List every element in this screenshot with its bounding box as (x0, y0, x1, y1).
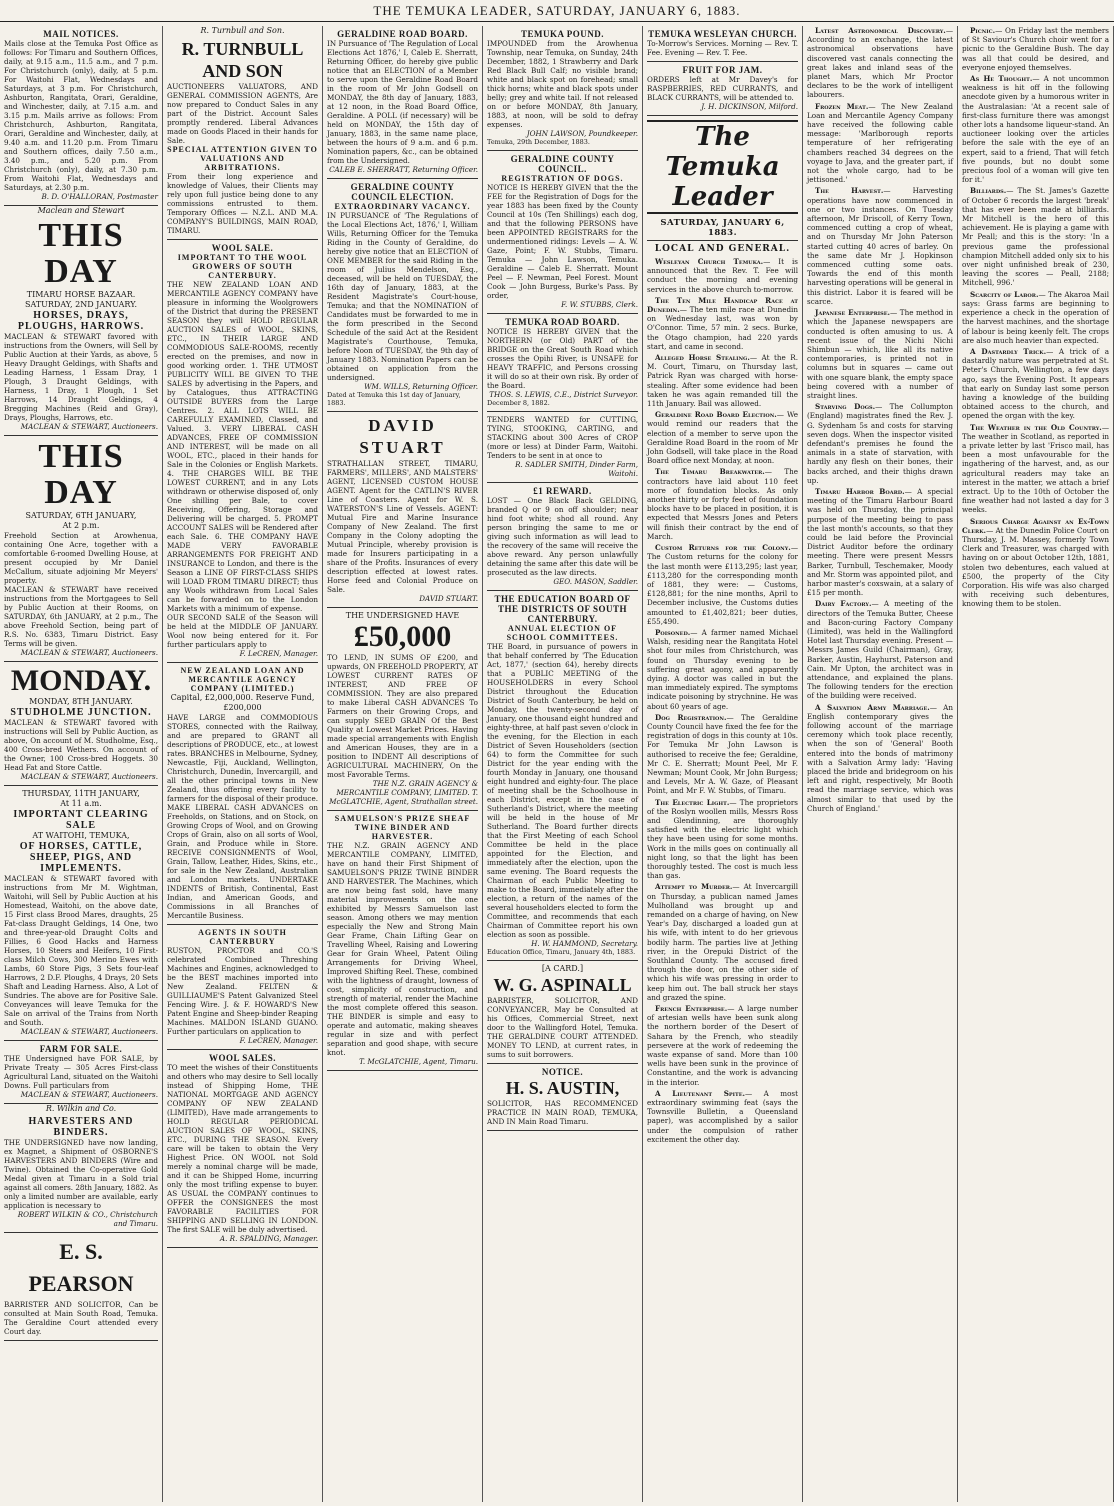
ad-title: FARM FOR SALE. (39, 1044, 123, 1054)
ad-body: MACLEAN & STEWART favored with instructions from the Owners, will Sell by Public Auction at their Yards, as above, 5 Heavy Draught Geldings, with Shafts and Leading Harness, 1 Essam Dray, 1 Plough, 3 Draught Geldings, with Harness, 1 Dray, 1 Plough, 1 Set Harrows, 14 Draught Geldings, 4 Bregging Machines (Reid and Gray), Drays, Ploughs, Harrows, etc. (4, 332, 158, 422)
ad-title: THE EDUCATION BOARD OF THE DISTRICTS OF SOUTH CANTERBURY. (494, 594, 631, 624)
ad-line: At 2 p.m. (62, 521, 100, 530)
clearing-sale-ad (4, 786, 158, 1041)
ad-line: THURSDAY, 11TH JANUARY, (22, 789, 140, 798)
news-text: — The proprietors of the Roslyn woollen mills, Messrs Ross and Glendinning, are thoroughly satisfied with the electric light which they have been using for some months. Work in the mills goes on continually all night long, so that the light has been thoroughly tested. The cost is much less than gas. (647, 797, 798, 881)
ad-line: SATURDAY, 2ND JANUARY. (25, 300, 137, 309)
news-lead: Custom Returns for the Colony. (655, 543, 791, 553)
ad-title: FRUIT FOR JAM. (682, 65, 763, 75)
ad-line: SATURDAY, 6TH JANUARY, (25, 511, 137, 520)
ad-date: Temuka, 29th December, 1883. (487, 138, 590, 146)
ad-signature: J. H. DICKINSON, Milford. (701, 102, 798, 111)
ad-body: IN PURSUANCE of 'The Regulations of the Local Elections Act, 1876,' I, William Wills, Returning Officer for the Temuka Riding in the County of Geraldine, do hereby give notice that an ELECTION of ONE MEMBER for the said Riding in the room of Julius Mendelson, Esq., deceased, will be held on TUESDAY, the 16th day of January, 1883, at the Resident Magistrate's Court-house, Temuka; and that the NOMINATION of Candidates must be forwarded to me in the form prescribed in the Second Schedule of the said Act at the Resident Magistrate's Courthouse, Temuka, before Noon of TUESDAY, the 9th day of January 1883. Nomination Papers can be obtained on application from the undersigned. (327, 211, 478, 382)
news-item (807, 186, 953, 306)
ad-body: TO meet the wishes of their Constituents and others who may desire to Sell locally instead of Shipping Home, THE NATIONAL MORTGAGE AND AGENCY COMPANY OF NEW ZEALAND (LIMITED), Have made arrangements to HOLD REGULAR PERIODICAL AUCTION SALES OF WOOL, SKINS, ETC., DURING THE SEASON. Every care will be taken to obtain the Very Highest Price. ON WOOL not Sold merely a nominal charge will be made, and it can be Shipped Home, incurring only the most trifling expense to buyer. AS USUAL the COMPANY continues to OFFER the CONSIGNEES the most FAVORABLE FACILITIES FOR SHIPPING AND SELLING IN LONDON. The first SALE will be duly advertised. (167, 1063, 318, 1234)
stuart-heading: DAVID STUART (359, 416, 446, 457)
binder-ad (327, 811, 478, 1071)
ad-body: Freehold Section at Arowhenua, containing One Acre, together with a comfortable 6-roomed Dwelling House, at present occupied by Mr Daniel McCallum, situate adjoining Mr Meyers' property. (4, 531, 158, 585)
ad-caption: ANNUAL ELECTION OF SCHOOL COMMITTEES. (506, 624, 619, 642)
news-text: — The St. James's Gazette of October 6 records the largest 'break' that has ever been made at billiards. Mr Mitchell is the hero of this achievement. He is playing a game with Mr Peall; and this is the story: 'In a previous game the professional champion Mitchell added only six to his over night unfinished break of 230, leaving the scores — Peall, 2188; Mitchell, 996.' (962, 186, 1109, 288)
ad-body: RUSTON, PROCTOR and CO.'S celebrated Combined Threshing Machines and Engines, acknowledged to be the BEST machines imported into New Zealand. FELTEN & GUILLIAUME'S Patent Galvanized Steel Fencing Wire. J. & F. HOWARD'S New Patent Engine and Sheep-binder Reaping Machines. MALDON ISLAND GUANO. Further particulars on application to (167, 946, 318, 1036)
ad-date: Dated at Temuka this 1st day of January, 1883. (327, 391, 461, 407)
ad-title: TEMUKA POUND. (521, 29, 604, 39)
news-text: — The New Zealand Loan and Mercantile Agency Company have received the following cable message: 'Marlborough reports temperature of her refrigerating chambers reached 34 degrees on the voyage to Java, and the greater part, if not the whole cargo, had to be jettisoned.' (807, 101, 953, 185)
ad-body: MACLEAN & STEWART have received instructions from the Mortgagees to Sell by Public Auction at their Rooms, on SATURDAY, 6th JANUARY, at 2 p.m., The above Freehold Section, being part of R.S. No. 6383, Timaru District. Easy Terms will be given. (4, 585, 158, 648)
ad-signature: F. W. STUBBS, Clerk. (561, 300, 638, 309)
news-lead: French Enterprise. (655, 1004, 728, 1014)
ad-body: IN Pursuance of 'The Regulation of Local Elections Act 1876,' I, Caleb E. Sherratt, Returning Officer, do hereby give public notice that an ELECTION of a Member to serve upon the Geraldine Road Board in the room of Mr John Godsell on MONDAY, the 8th day of January, 1883, at 12 noon, in the Road Board Office, Geraldine. A POLL (if necessary) will be held on MONDAY, the 15th day of January, 1883, in the same name place, between the hours of 9 a.m. and 6 p.m. Nomination papers, &c., can be obtained from the Undersigned. (327, 39, 478, 165)
ad-signature: THOS. S. LEWIS, C.E., District Surveyor. (489, 390, 638, 399)
news-lead: The Timaru Breakwater. (655, 467, 765, 477)
harvesters-ad (4, 1113, 158, 1233)
austin-ad (487, 1064, 638, 1131)
news-lead: Billiards. (970, 186, 1007, 196)
ad-body: From their long experience and knowledge of Values, their Clients may rely upon full justice being done to any commissions entrusted to them. Temporary Offices — N.Z.L. AND M.A. COMPANY'S BUILDINGS, MAIN ROAD, TIMARU. (167, 172, 318, 235)
news-item (962, 26, 1109, 72)
ad-signature: WM. WILLS, Returning Officer. (364, 382, 478, 391)
ad-date: December 8, 1882. (487, 399, 550, 407)
ad-title: GERALDINE COUNTY COUNCIL. (510, 154, 615, 174)
news-item (807, 102, 953, 185)
mail-notices-body: Mails close at the Temuka Post Office as follows: For Timaru and Southern Offices, daily, at 9.15 a.m., 11.5 a.m., and 7 p.m. For Christchurch (only), daily, at 5 p.m. For Waitohi Flat, Wednesdays and Saturdays, at 3 p.m. For Christchurch, Ashburton, Rangitata, Orari, Geraldine, and Winchester, daily, at 7.15 a.m. and 3.15 p.m. Mails arrive as follows: From Christchurch, Ashburton, Rangitata, Orari, Geraldine and Winchester, daily, at 9.40 a.m. and 11.20 p.m. From Timaru and Southern offices, daily 7.50 a.m., 3.40 p.m., and 5.20 p.m. From Christchurch (only), daily, at 7.30 p.m. From Waitohi Flat, Wednesdays and Saturdays, at 2.30 p.m. (4, 39, 158, 192)
news-text: — At Invercargill on Thursday, a publican named James Mulholland was brought up and remanded on a charge of having, on New Year's Day, discharged a loaded gun at his wife, with intent to do her grievous bodily harm. The parties live at Jething river, in the Orepuki District of the Southland County. The accused fired through the door, on the other side of which his wife was pressing in order to keep him out. The ball struck her stays and grazed the spine. (647, 882, 798, 1002)
ad-body: THE Undersigned have FOR SALE, by Private Treaty — 305 Acres First-class Agricultural Land, situated on the Waitohi Downs. Full particulars from (4, 1054, 158, 1090)
ad-body: STRATHALLAN STREET, TIMARU, FARMERS', MILLERS', AND MALSTERS' AGENT, LICENSED CUSTOM HOUSE AGENT. Agent for the CATLIN'S RIVER Line of Coasters. Agent for W. S. WATERSTON'S Line of Vessels. AGENT: Mutual Fire and Marine Insurance Company of New Zealand. The first Company in the Colony adopting the Mutual Principle, whereby provision is made for Insurers participating in a share of the Profits. Insurances of every description effected at lowest rates. Horse feed and Colonial Produce on Sale. (327, 459, 478, 594)
news-lead: The Ten Mile Handicap Race at Dunedin. (647, 295, 798, 315)
news-text: — The method in which the Japanese newspapers are conducted is often amusing to us. A recent issue of the Nichi Nichi Shimbun — which, like all its native contemporaries, is printed not in columns but in squares — came out with one square blank, the empty space being covered with a number of straight lines. (807, 308, 953, 400)
reward-ad (487, 483, 638, 591)
ad-signature: A. R. SPALDING, Manager. (219, 1234, 318, 1243)
news-item (647, 467, 798, 541)
ad-caption: OF HORSES, CATTLE, SHEEP, PIGS, AND IMPLEMENTS. (19, 841, 143, 874)
news-item (962, 74, 1109, 184)
monday-ad (4, 662, 158, 786)
column-4 (483, 26, 643, 1502)
section-heading: LOCAL AND GENERAL. (654, 244, 791, 254)
news-lead: Wesleyan Church Temuka. (655, 257, 764, 266)
ad-body: AUCTIONEERS VALUATORS, AND GENERAL COMMISSION AGENTS, Are now prepared to Conduct Sales in any part of the District. Account Sales promptly rendered. Liberal Advances made on Goods Placed in their hands for Sale. (167, 82, 318, 145)
news-lead: Timaru Harbor Board. (815, 486, 905, 496)
ad-line: At 11 a.m. (60, 799, 102, 808)
ad-caption: NEW ZEALAND LOAN AND MERCANTILE AGENCY COMPANY (LIMITED.) (180, 666, 305, 693)
ad-line: [A CARD.] (541, 964, 584, 973)
news-text: — It is announced that the Rev. T. Fee will conduct the morning and evening services in the above church to-morrow. (647, 257, 798, 294)
ad-body: BARRISTER AND SOLICITOR, Can be consulted at Main South Road, Temuka. The Geraldine Court attended every Court day. (4, 1300, 158, 1336)
temuka-pound-ad (487, 26, 638, 151)
this-day-heading: THIS DAY (38, 217, 124, 290)
news-lead: As He Thought. (970, 74, 1033, 84)
agents-ad (167, 925, 318, 1050)
newspaper-logo: The Temuka Leader (647, 120, 798, 214)
news-item (962, 423, 1109, 515)
news-item (647, 798, 798, 881)
ad-body: LOST — One Black Back GELDING, branded Q or 9 on off shoulder; near hind foot white; shod all round. Any person bringing the same to me or giving such information as will lead to the recovery of the same will receive the above reward. Any person unlawfully detaining the same after this date will be prosecuted as the law directs. (487, 496, 638, 577)
news-lead: The Electric Light. (655, 797, 730, 807)
news-text: — We would remind our readers that the election of a member to serve upon the Geraldine Road Board in the room of Mr John Godsell, will take place in the Road Board office next Monday, at noon. (647, 410, 799, 466)
ad-body: BARRISTER, SOLICITOR, AND CONVEYANCER, May be Consulted at his Offices, Commercial Street, next door to the Wallingford Hotel, Temuka. THE GERALDINE COURT ATTENDED. MONEY TO LEND, at current rates, in sums to suit borrowers. (487, 996, 638, 1059)
news-text: — At the R. M. Court, Timaru, on Thursday last, Patrick Ryan was charged with horse-stealing. After some evidence had been taken he was again remanded till the 11th January. Bail was allowed. (647, 353, 798, 409)
news-lead: Attempt to Murder. (655, 882, 733, 892)
news-text: — A meeting of the directors of the Temuka Butter, Cheese and Bacon-curing Factory Company (Limited), was held in the Wallingford Hotel last Thursday evening. Present — Messrs James Guild (Chairman), Gray, Barker, Austin, Hayhurst, Paterson and Cain. Mr Upton, the architect was in attendance, and explained the plans. The following tenders for the erection of the building were received. (807, 599, 954, 701)
news-item (962, 186, 1109, 287)
ad-body: TENDERS WANTED for CUTTING, TYING, STOOKING, CARTING, and STACKING about 300 Acres of CROP (more or less) at Dinder Farm, Waitohi. Tenders to be sent in at once to (487, 415, 638, 460)
column-3 (323, 26, 483, 1502)
tenders-ad (487, 412, 638, 483)
turnbull-title: R. TURNBULL AND SON (181, 39, 304, 81)
ad-caption: SPECIAL ATTENTION GIVEN TO VALUATIONS AND ARBITRATIONS. (167, 145, 318, 172)
news-lead: Picnic. (970, 26, 996, 35)
ad-body: NOTICE IS HEREBY GIVEN that the NORTHERN (or Old) PART of the BRIDGE on the Great South Road which crosses the Opihi River, is UNSAFE for HEAVY TRAFFIC, and Persons crossing it will do so at their own risk. By order of the Board. (487, 327, 638, 390)
ad-signature: MACLEAN & STEWART, Auctioneers. (20, 1090, 158, 1099)
news-text: — The Custom returns for the colony for the last month were £113,295; last year, £113,280 for the corresponding month of 1881, they were: — Customs, £128,881; for the nine months, April to December inclusive, the Customs duties amounted to £1,402,821; beer duties, £55,490. (647, 543, 798, 626)
news-lead: Scarcity of Labor. (970, 289, 1039, 299)
county-council-ad (327, 179, 478, 412)
ad-signature: T. McGLATCHIE, Agent, Timaru. (359, 1057, 478, 1066)
ad-caption: REGISTRATION OF DOGS. (501, 174, 624, 183)
masthead-text: THE TEMUKA LEADER, SATURDAY, JANUARY 6, 1883. (373, 3, 741, 18)
ad-line: Capital, £2,000,000. Reserve Fund, £200,000 (170, 693, 315, 712)
ad-signature: GEO. MASON, Saddler. (553, 577, 638, 586)
ad-title: GERALDINE ROAD BOARD. (337, 29, 468, 39)
ad-body: THE NEW ZEALAND LOAN AND MERCANTILE AGENCY COMPANY have pleasure in informing the Woolgrowers of the District that during the PRESENT SEASON they will HOLD REGULAR AUCTION SALES of WOOL, SKINS, ETC., IN THEIR LARGE AND COMMODIOUS SALE-ROOMS, recently erected on the premises, and now in good working order. 1. THE UTMOST PUBLICITY WILL BE GIVEN TO THE SALES by advertising in the Papers, and by Catalogues, thus ATTRACTING OUTSIDE BUYERS from the Large Centres. 2. ALL LOTS WILL BE CAREFULLY EXAMINED, Classed, and Valued. 3. VERY LIBERAL CASH ADVANCES, FREE OF COMMISSION AND INTEREST, will be made on all WOOL, ETC., placed in their hands for Sale in the Colonies or English Markets. 4. THE CHARGES WILL BE THE LOWEST CURRENT, and in any Lots withdrawn or otherwise disposed of, only One shilling per Bale, to cover Receiving, Offering, Storage and Delivering will be charged. 5. PROMPT ACCOUNT SALES will be Rendered after each Sale. 6. THE COMPANY HAVE MADE VERY FAVORABLE ARRANGEMENTS FOR FREIGHT AND INSURANCE to London, and there is the Season a LINE OF FIRST-CLASS SHIPS will LOAD FROM TIMARU DIRECT; thus any Wools withdrawn from Local Sales can be forwarded on to the London Markets with a minimum of expense. (167, 280, 318, 613)
news-item (647, 410, 798, 465)
dog-registration-ad (487, 151, 638, 314)
mail-notices-title: MAIL NOTICES. (43, 29, 119, 39)
ad-signature: R. SADLER SMITH, Dinder Farm, Waitohi. (515, 460, 638, 478)
news-item (647, 1089, 798, 1144)
ad-body: TO LEND, IN SUMS OF £200, and upwards, ON FREEHOLD PROPERTY, AT LOWEST CURRENT RATES OF INTEREST, AND FREE OF COMMISSION. They are also prepared to make Liberal CASH ADVANCES To Farmers on their Growing Crops, and can supply SEED GRAIN Of the Best Quality at Lowest Market Prices. Having made special arrangements with English and American Houses, they are in a position to INDENT All descriptions of AGRICULTURAL MACHINERY, On the most Favorable Terms. (327, 653, 478, 779)
wool-sales-ad (167, 1050, 318, 1248)
news-lead: Japanese Enterprise. (815, 308, 891, 318)
ad-signature: CALEB E. SHERRATT, Returning Officer. (329, 165, 478, 174)
news-lead: Poisoned. (655, 627, 691, 637)
ad-body: THE N.Z. GRAIN AGENCY AND MERCANTILE COMPANY, LIMITED, have on hand their First Shipment of SAMUELSON'S PRIZE TWINE BINDER AND HARVESTER. The Machines, which are now being fast sold, have many material improvements on the one exhibited by Messrs Samuelson last season. Among others we may mention especially the New and Strong Main Gear Frame, Chain Lifting Gear on Travelling Wheel, Raising and Lowering Gear for Grain Wheel, Patent Oiling Arrangements for Driving Wheel, Improved Shifting Reel. These, combined with the lightness of draught, lowness of cost, simplicity of construction, and strength of material, render the Machine the most complete offered this season. THE BINDER is simple and easy to operate and automatic, making sheaves regular in size and with perfect separation and good shape, with secure knot. (327, 841, 478, 1057)
lend-amount: £50,000 (353, 620, 452, 653)
news-lead: Alleged Horse Stealing. (655, 353, 750, 363)
ad-signature: MACLEAN & STEWART, Auctioneers. (20, 422, 158, 431)
pearson-ad (4, 1233, 158, 1341)
news-item (962, 517, 1109, 609)
this-day-heading: THIS DAY (38, 438, 124, 511)
news-lead: Frozen Meat. (815, 101, 869, 111)
ad-signature: JOHN LAWSON, Poundkeeper. (526, 129, 638, 138)
news-item (807, 26, 953, 100)
news-item (647, 713, 798, 796)
ad-body: IMPOUNDED from the Arowhenua Township, near Temuka, on Sunday, 24th December, 1882, 1 Strawberry and Dark Red Black Bull Calf; no visible brand; white and black spot on forehead; small thick horns; white and black spots under belly; grey and white tail. If not released on or before MONDAY, 8th January, 1883, at noon, will be sold to defray expenses. (487, 39, 638, 129)
column-7 (958, 26, 1114, 1502)
ad-date: Education Office, Timaru, January 4th, 1883. (487, 948, 636, 956)
news-text: — A not uncommon weakness is hit off in the following anecdote given by a humorous writer in the Australasian: 'At a recent sale of first-class furniture there was amongst other lots a handsome liqueur-stand. An auctioneer looking over the articles before the sale with the eye of an expert, said to a friend, That will fetch five pounds, but no doubt some precious fool of a woman will give ten for it.' (962, 74, 1109, 185)
this-day-ad-1 (4, 215, 158, 436)
ad-title: WOOL SALES. (208, 1053, 277, 1063)
ad-signature: F. LeCREN, Manager. (239, 649, 318, 658)
ad-caption: HORSES, DRAYS, PLOUGHS, HARROWS. (17, 310, 145, 332)
ad-signature: THE N.Z. GRAIN AGENCY & MERCANTILE COMPANY, LIMITED. T. McGLATCHIE, Agent, Strathallan street. (329, 779, 478, 806)
news-item (647, 1004, 798, 1087)
news-item (962, 347, 1109, 421)
turnbull-heading: R. Turnbull and Son. (200, 26, 285, 35)
news-lead: The Harvest. (815, 186, 884, 196)
ad-body: MACLEAN & STEWART favored with instructions from Mr M. Wightman, Waitohi, will Sell by Public Auction at his Homestead, Waitohi, on the above date, 15 First class Brood Mares, draughts, 25 Fat-class Draught Geldings, 14 One, two and three-year-old Draught Colts and Fillies, 6 Good Hacks and Harness Horses, 10 Steers and Heifers, 10 First-class Milch Cows, 300 Merino Ewes with Lambs, 60 Store Pigs, 3 Sets four-leaf Harrows, 2 D.F. Ploughs, 4 Drays, 20 Sets Shaft and Leading Harness. Also, A Lot of Sundries. The above are for Positive Sale. Conveyances will leave Temuka for the Sale on arrival of the Trains from North and South. (4, 874, 158, 1027)
news-lead: Dairy Factory. (815, 599, 872, 609)
mail-notices (4, 26, 158, 206)
dateline: SATURDAY, JANUARY 6, 1883. (647, 216, 798, 241)
education-board-ad (487, 591, 638, 961)
column-2 (163, 26, 323, 1502)
news-text: — A special meeting of the Timaru Harbour Board was held on Thursday, the principal purpose of the meeting being to pass the last month's accounts, so that they could be laid before the Provincial District Auditor before the ordinary meeting. There were present Messrs Barker, Turnbull, Teschemaker, Moody and Mr. Storm was appointed pilot, and harbor master's coxswain, at a salary of £15 per month. (807, 486, 953, 598)
this-day-ad-2 (4, 436, 158, 662)
mail-notices-signature: B. D. O'HALLORAN, Postmaster (41, 192, 158, 201)
news-item (647, 882, 798, 1002)
news-text: — The Akaroa Mail says: Grass farms are beginning to experience a check in the operation of the harvest machines, and the shortage of labour is being keenly felt. The crops are also much heavier than expected. (962, 289, 1109, 345)
news-lead: Dog Registration. (655, 712, 727, 722)
news-text: — The weather in Scotland, as reported in a private letter by last 'Frisco mail, has been a most unfavourable for the ingathering of the harvest, and, as our agricultural readers may take an interest in the matter, we attach a brief extract. Up to the 10th of October the fine weather had not lasted a day for 3 weeks. (962, 422, 1109, 515)
news-item (807, 308, 953, 400)
ad-body: SOLICITOR, HAS RECOMMENCED PRACTICE IN MAIN ROAD, TEMUKA, AND IN Main Road Timaru. (487, 1099, 638, 1126)
wilkin-heading: R. Wilkin and Co. (45, 1104, 117, 1113)
ad-signature: MACLEAN & STEWART, Auctioneers. (20, 772, 158, 781)
wool-sale-ad (167, 240, 318, 663)
ad-line: MONDAY, 8TH JANUARY. (29, 697, 133, 706)
ad-line: TIMARU HORSE BAZAAR. (26, 290, 136, 299)
ad-title: GERALDINE COUNTY COUNCIL ELECTION. (350, 182, 455, 202)
ad-caption: IMPORTANT TO THE WOOL GROWERS OF SOUTH CANTERBURY. (177, 253, 308, 280)
news-lead: A Salvation Army Marriage. (815, 702, 930, 712)
ad-title: WOOL SALE. (211, 243, 274, 253)
news-item (647, 257, 798, 294)
aspinall-ad (487, 961, 638, 1064)
news-item (647, 543, 798, 626)
news-lead: Starving Dogs. (815, 402, 876, 412)
ad-title: £1 REWARD. (533, 486, 592, 496)
turnbull-ad (167, 35, 318, 240)
news-text: — According to an exchange, the latest astronomical observations have discovered vast canals connecting the great lakes and inland seas of the planet Mars, which Mr Proctor declares to be the work of intelligent labourers. (807, 26, 953, 100)
ad-signature: ROBERT WILKIN & CO., Christchurch and Timaru. (17, 1210, 158, 1228)
news-item (647, 628, 798, 711)
news-item (807, 487, 953, 597)
austin-heading: H. S. AUSTIN, (505, 1078, 620, 1098)
news-text: — An English contemporary gives the following account of the marriage ceremony which took place recently, when the son of 'General' Booth entered into the bonds of matrimony with a Salvation Army lady: 'Having placed the bride and bridegroom on his left and right, respectively, Mr Booth read the marriage service, which was almost similar to that used by the Church of England.' (807, 702, 953, 813)
ad-line: AT WAITOHI, TEMUKA, (32, 831, 130, 840)
ad-line: THE UNDERSIGNED HAVE (345, 611, 460, 620)
fruit-ad (647, 62, 798, 116)
news-text: — A farmer named Michael Walsh, residing near the Rangitata Hotel shot four miles from Christchurch, was found on Thursday evening to be suffering great agony, and apparently dying. A doctor was called in but the man immediately expired. The symptoms indicate poisoning by strychnine. He was about 60 years of age. (647, 627, 798, 711)
news-text: — A most extraordinary swimming feat (says the Townsville Bulletin, a Queensland paper), was accomplished by a sailor under the compulsion of rather excitement the other day. (647, 1088, 798, 1144)
masthead (0, 0, 1114, 22)
news-item (647, 296, 798, 351)
ad-body: ORDERS left at Mr Davey's for RASPBERRIES, RED CURRANTS, and BLACK CURRANTS, will be attended to. (647, 75, 798, 102)
news-lead: Serious Charge Against an Ex-Town Clerk. (962, 516, 1109, 535)
news-text: — The contractors have laid about 110 feet more of foundation blocks. As only another thirty or forty feet of foundation blocks have to be placed in position, it is expected that Messrs Jones and Peters will finish their contract by the end of March. (647, 467, 798, 541)
news-text: — On Friday last the members of St Saviour's Church choir went for a picnic to the Geraldine Bush. The day was all that could be desired, and everyone enjoyed themselves. (962, 26, 1109, 72)
ad-body: OUR SECOND SALE of the Season will be held at the MIDDLE OF JANUARY. Wool now being entered for it. For further particulars apply to (167, 613, 318, 649)
nz-loan-ad (167, 663, 318, 925)
ad-caption: IMPORTANT CLEARING SALE (13, 809, 149, 831)
lending-ad (327, 608, 478, 811)
ad-caption: SAMUELSON'S PRIZE SHEAF TWINE BINDER AND HARVESTER. (334, 814, 471, 841)
monday-heading: MONDAY. (10, 664, 152, 697)
ad-caption: AGENTS IN SOUTH CANTERBURY (198, 928, 287, 946)
ad-body: THE UNDERSIGNED have now landing, ex Magnet, a Shipment of OSBORNE'S HARVESTERS AND BINDERS (Wire and Twine). Obtained the Co-operative Gold Medal given at Timaru in a Sold trial against all comers. 28th January, 1882. As only a limited number are available, early application is necessary to (4, 1138, 158, 1210)
news-item (807, 599, 953, 700)
news-item (647, 353, 798, 408)
ad-body: HAVE LARGE and COMMODIOUS STORES, connected with the Railway, and are prepared to GRANT all descriptions of PRODUCE, etc., at lowest rates. BRANCHES in Melbourne, Sydney, Newcastle, Fiji, Auckland, Wellington, Christchurch, Dunedin, Invercargill, and all the other principal towns in New Zealand, thus offering every facility to farmers for the disposal of their produce. MAKE LIBERAL CASH ADVANCES on Freeholds, on Stations, and on Stock, on Growing Crops of Wool, and on Growing Crops of Grain, also on all sorts of Wool, Grain, and Produce while in Store. RECEIVE CONSIGNMENTS of Wool, Grain, Tallow, Leather, Hides, Skins, etc., for sale in the New Zealand, Australian and London markets. UNDERTAKE INDENTS of British, Continental, East Indian, and American Goods, and Commissions in all Branches of Mercantile Business. (167, 713, 318, 920)
ad-signature: DAVID STUART. (419, 594, 478, 603)
news-item (807, 703, 953, 813)
news-text: — At the Dunedin Police Court on Thursday, J. M. Massey, formerly Town Clerk and Treasurer, was charged with having on or about October 12th, 1881, stolen two debentures, each valued at £500, the property of the City Corporation. His wife was also charged with receiving such debentures, knowing them to be stolen. (962, 525, 1109, 609)
ad-body: To-Morrow's Services. Morning — Rev. T. Fee. Evening — Rev. T. Fee. (647, 39, 798, 57)
ad-body: MACLEAN & STEWART favored with instructions will Sell by Public Auction, as above, On account of M. Studholme, Esq., 400 Cross-bred Wethers. On account of the Owner, 100 Cross-bred Hoggets. 30 Head Fat and Store Cattle. (4, 718, 158, 772)
news-item (962, 290, 1109, 345)
ad-caption: HARVESTERS AND BINDERS. (28, 1116, 134, 1138)
news-text: — A trick of a dastardly nature was perpetrated at St. Peter's Church, Wellington, a few days ago, says the Evening Post. It appears that early on Sunday last some person having a knowledge of the building obtained access to the church, and opened the organ with the key. (962, 346, 1109, 421)
agents-heading: Maclean and Stewart (37, 206, 125, 215)
news-lead: A Dastardly Trick. (970, 346, 1047, 356)
ad-signature: MACLEAN & STEWART, Auctioneers. (20, 648, 158, 657)
news-lead: The Weather in the Old Country. (970, 422, 1102, 432)
geraldine-road-board-ad (327, 26, 478, 179)
ad-body: THE Board, in pursuance of powers in that behalf conferred by 'The Education Act, 1877,' (section 64), hereby directs that a PUBLIC MEETING of the HOUSEHOLDERS in every School District throughout the Education District of South Canterbury, be held on Monday, the twenty-second day of January, one thousand eight hundred and eighty-three, at half past seven o'clock in the evening, for the Election in each District of Seven Householders (section 64) to form the Committee for such District for the year ending with the fourth Monday in January, one thousand eight hundred and eighty-four. The place of meeting shall be the Schoolhouse in each District, except in the case of Sutherland's District, where the meeting will be held in the house of Mr Sutherland. The Board further directs that the First Meeting of each School Committee be held in the place appointed for the Election, and immediately after the election, upon the same evening. The Board requests the Chairman of each Public Meeting to make to the Board, immediately after the election, a return of the names of the several householders elected to form the Committee, and recommends that each Chairman of Committee report his own election as soon as possible. (487, 642, 638, 939)
column-6 (803, 26, 958, 1502)
ad-body: NOTICE IS HEREBY GIVEN that the the FEE for the Registration of Dogs for the year 1883 has been fixed by the County Council at 10s (Ten Shillings) each dog, and that the following PERSONS have been APPOINTED REGISTRARS for the undermentioned ridings: Levels — A. W. Gaze, Point; F. W. Stubbs, Timaru. Temuka — John Lawson, Temuka. Geraldine — Caleb E. Sherratt. Mount Peel — F. Newman, Peel Forest. Mount Cook — John Burgess, Burke's Pass. By order, (487, 183, 638, 300)
ad-caption: STUDHOLME JUNCTION. (10, 707, 152, 718)
news-text: — The ten mile race at Dunedin on Wednesday last, was won by O'Connor. Time, 57 min. 2 secs. Burke, the Otago champion, had 220 yards start, and came in second. (647, 305, 798, 351)
news-text: — A large number of artesian wells have been sunk along the northern border of the Desert of Sahara by the French, who steadily persevere at the work of redeeming the waste expanse of sand. More than 100 wells have been sunk in the province of Constantine, and the work is advancing in the interior. (647, 1004, 798, 1087)
ad-signature: H. W. HAMMOND, Secretary. (531, 939, 638, 948)
david-stuart-ad (327, 412, 478, 608)
news-text: — The Collumpton (England) magistrates fined the Rev. J. G. Sydenham 5s and costs for starving seven dogs. When the inspector visited defendant's premises he found the animals in a state of starvation, with hardly any flesh on their bones, their backs arched, and their thighs drawn up. (807, 402, 954, 485)
column-1 (0, 26, 163, 1502)
news-lead: Latest Astronomical Discovery. (815, 26, 946, 35)
aspinall-heading: W. G. ASPINALL (493, 975, 632, 995)
news-text: — Harvesting operations have now commenced in one or two instances. On Tuesday afternoon, Mr Driscoll, of Kerry Town, commenced cutting a crop of wheat, and on Thursday Mr John Paterson started cutting 40 acres of barley. On the same date Mr J. Hopkinson commenced cutting some oats. Towards the end of this month harvesting operations will be general in this district. Labor it is feared will be scarce. (807, 186, 953, 306)
temuka-road-board-ad (487, 314, 638, 412)
news-item (807, 402, 953, 485)
ad-title: NOTICE. (541, 1067, 584, 1077)
ad-signature: MACLEAN & STEWART, Auctioneers. (20, 1027, 158, 1036)
ad-caption: EXTRAORDINARY VACANCY. (334, 202, 471, 211)
ad-signature: F. LeCREN, Manager. (239, 1036, 318, 1045)
column-5 (643, 26, 803, 1502)
pearson-heading: E. S. PEARSON (28, 1239, 134, 1296)
ad-title: TEMUKA WESLEYAN CHURCH. (648, 29, 797, 39)
farm-for-sale-ad (4, 1041, 158, 1104)
ad-title: TEMUKA ROAD BOARD. (505, 317, 620, 327)
church-ad (647, 26, 798, 62)
news-lead: Geraldine Road Board Election. (655, 410, 777, 420)
news-text: — The Geraldine County Council have fixed the fee for the registration of dogs in this county at 10s. For Temuka Mr John Lawson is authorised to receive the fee; Geraldine, Mr C. E. Sherratt; Mount Peel, Mr F. Newman; Mount Cook, Mr John Burgess; and Levels, Mr A. W. Gaze, of Pleasant Point, and Mr F. W. Stubbs, of Timaru. (647, 712, 798, 796)
news-lead: A Lieutenant Spite. (655, 1088, 746, 1098)
